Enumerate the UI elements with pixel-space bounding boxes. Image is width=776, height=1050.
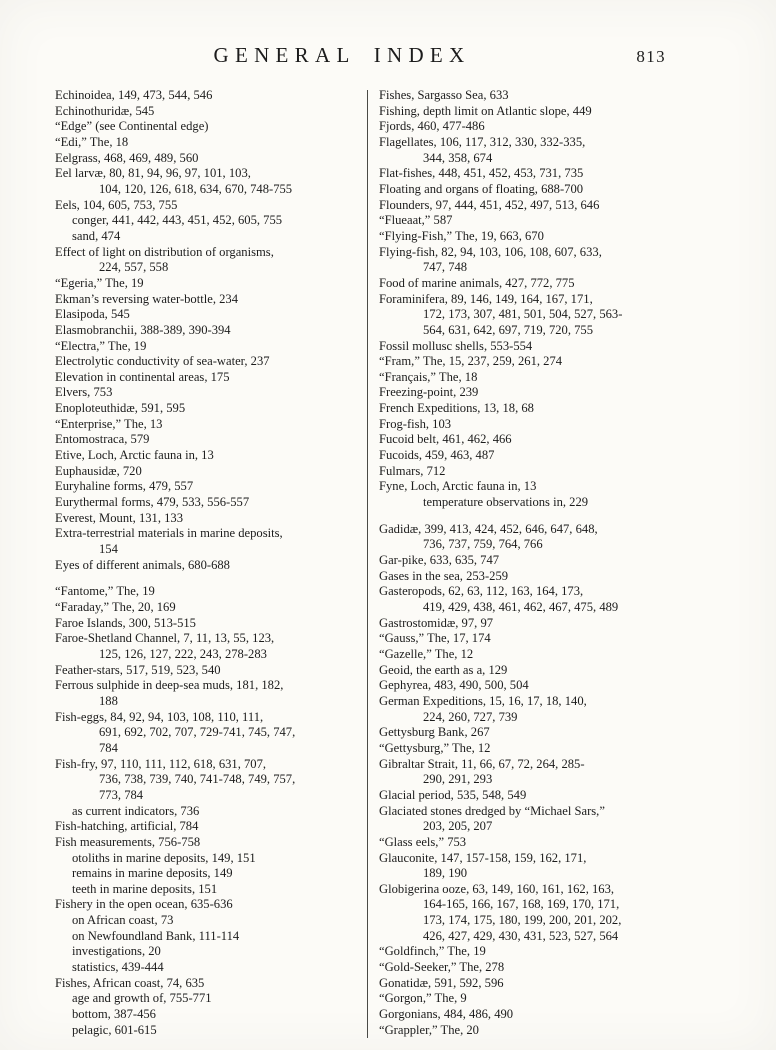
index-entry-line: “Français,” The, 18 bbox=[379, 369, 478, 384]
index-column-left bbox=[55, 88, 367, 1038]
index-entry-line: Gonatidæ, 591, 592, 596 bbox=[379, 975, 504, 990]
index-entry-line: 344, 358, 674 bbox=[423, 150, 493, 165]
index-entry-line: Frog-fish, 103 bbox=[379, 416, 452, 431]
index-entry-line: Gibraltar Strait, 11, 66, 67, 72, 264, 285- bbox=[379, 756, 585, 771]
index-entry-line: Echinothuridæ, 545 bbox=[55, 103, 155, 118]
index-entry-line: Gephyrea, 483, 490, 500, 504 bbox=[379, 678, 529, 693]
index-entry-line: Entomostraca, 579 bbox=[55, 432, 150, 447]
index-entry-line: 154 bbox=[99, 542, 118, 557]
index-entry-line: on African coast, 73 bbox=[72, 913, 174, 928]
index-entry-line: 290, 291, 293 bbox=[423, 772, 493, 787]
page-number: 813 bbox=[636, 47, 666, 66]
index-entry-line: Fucoids, 459, 463, 487 bbox=[379, 448, 495, 463]
index-entry-line: Gadidæ, 399, 413, 424, 452, 646, 647, 648, bbox=[379, 521, 598, 536]
index-entry-line: Euphausidæ, 720 bbox=[55, 463, 142, 478]
index-entry-line: 736, 737, 759, 764, 766 bbox=[423, 537, 543, 552]
index-entry-line: Fossil mollusc shells, 553-554 bbox=[379, 338, 533, 353]
index-entry-line: Gar-pike, 633, 635, 747 bbox=[379, 553, 500, 568]
index-entry-line: Fjords, 460, 477-486 bbox=[379, 119, 485, 134]
index-entry-line: 173, 174, 175, 180, 199, 200, 201, 202, bbox=[423, 913, 622, 928]
index-entry-line: Elevation in continental areas, 175 bbox=[55, 369, 230, 384]
index-entry-line: statistics, 439-444 bbox=[72, 960, 164, 975]
index-entry-line: Fish measurements, 756-758 bbox=[55, 834, 201, 849]
index-entry-line: conger, 441, 442, 443, 451, 452, 605, 755 bbox=[72, 213, 283, 228]
index-entry-line: Floating and organs of floating, 688-700 bbox=[379, 181, 584, 196]
index-entry-line: “Goldfinch,” The, 19 bbox=[379, 944, 486, 959]
index-entry-line: as current indicators, 736 bbox=[72, 803, 200, 818]
index-entry-line: otoliths in marine deposits, 149, 151 bbox=[72, 850, 256, 865]
index-entry-line: “Grappler,” The, 20 bbox=[379, 1022, 479, 1037]
index-entry-line: age and growth of, 755-771 bbox=[72, 991, 212, 1006]
index-entry-line: Euryhaline forms, 479, 557 bbox=[55, 479, 194, 494]
index-entry-line: Gastrostomidæ, 97, 97 bbox=[379, 615, 494, 630]
index-entry-line: Ekman’s reversing water-bottle, 234 bbox=[55, 291, 239, 306]
index-entry-line: Elvers, 753 bbox=[55, 385, 113, 400]
index-entry-line: on Newfoundland Bank, 111-114 bbox=[72, 928, 240, 943]
index-entry-line: Faroe Islands, 300, 513-515 bbox=[55, 615, 196, 630]
index-entry-line: remains in marine deposits, 149 bbox=[72, 866, 233, 881]
index-entry-line: 224, 557, 558 bbox=[99, 260, 169, 275]
index-entry-line: “Edge” (see Continental edge) bbox=[55, 119, 209, 134]
index-entry-line: Flagellates, 106, 117, 312, 330, 332-335, bbox=[379, 134, 586, 149]
index-entry-line: 773, 784 bbox=[99, 787, 144, 802]
index-entry-line: Gasteropods, 62, 63, 112, 163, 164, 173, bbox=[379, 584, 584, 599]
index-entry-line: Elasmobranchii, 388-389, 390-394 bbox=[55, 322, 231, 337]
index-entry-line: investigations, 20 bbox=[72, 944, 161, 959]
index-entry-line: 784 bbox=[99, 740, 118, 755]
index-entry-line: bottom, 387-456 bbox=[72, 1007, 156, 1022]
index-entry-line: Globigerina ooze, 63, 149, 160, 161, 162, 163, bbox=[379, 881, 615, 896]
index-entry-line: 189, 190 bbox=[423, 866, 468, 881]
index-entry-line: Foraminifera, 89, 146, 149, 164, 167, 171, bbox=[379, 291, 593, 306]
index-entry-line: Etive, Loch, Arctic fauna in, 13 bbox=[55, 448, 214, 463]
page-title: GENERAL INDEX bbox=[213, 43, 471, 67]
index-entry-line: “Faraday,” The, 20, 169 bbox=[55, 600, 176, 614]
index-entry-line: Gases in the sea, 253-259 bbox=[379, 568, 509, 583]
index-entry-line: Fish-fry, 97, 110, 111, 112, 618, 631, 707, bbox=[55, 756, 267, 771]
section-gap bbox=[379, 511, 704, 522]
index-entry-line: 564, 631, 642, 697, 719, 720, 755 bbox=[423, 322, 594, 337]
index-entry-line: French Expeditions, 13, 18, 68 bbox=[379, 401, 534, 416]
index-entry-line: “Electra,” The, 19 bbox=[55, 338, 147, 353]
index-entry-line: 125, 126, 127, 222, 243, 278-283 bbox=[99, 646, 267, 661]
index-entry-line: “Gorgon,” The, 9 bbox=[379, 991, 467, 1006]
index-entry-line: Flat-fishes, 448, 451, 452, 453, 731, 735 bbox=[379, 166, 584, 181]
index-entry-line: Fish-hatching, artificial, 784 bbox=[55, 819, 199, 834]
index-entry-line: Glacial period, 535, 548, 549 bbox=[379, 787, 527, 802]
index-entry-line: Geoid, the earth as a, 129 bbox=[379, 662, 508, 677]
index-entry-line: “Gettysburg,” The, 12 bbox=[379, 740, 491, 755]
index-entry-line: 172, 173, 307, 481, 501, 504, 527, 563- bbox=[423, 307, 623, 322]
index-entry-line: 426, 427, 429, 430, 431, 523, 527, 564 bbox=[423, 928, 619, 943]
index-entry-line: Ferrous sulphide in deep-sea muds, 181, 182, bbox=[55, 678, 284, 693]
index-entry-line: “Fantome,” The, 19 bbox=[55, 584, 155, 599]
index-entry-line: Eelgrass, 468, 469, 489, 560 bbox=[55, 150, 199, 165]
index-entry-line: “Flying-Fish,” The, 19, 663, 670 bbox=[379, 228, 544, 243]
index-entry-line: 203, 205, 207 bbox=[423, 819, 493, 834]
index-entry-line: Enoploteuthidæ, 591, 595 bbox=[55, 401, 186, 416]
index-entry-line: Glaciated stones dredged by “Michael Sars,” bbox=[379, 803, 605, 818]
index-entry-line: Eurythermal forms, 479, 533, 556-557 bbox=[55, 495, 250, 510]
index-columns bbox=[0, 88, 776, 1038]
index-entry-line: Flounders, 97, 444, 451, 452, 497, 513, 646 bbox=[379, 197, 600, 212]
index-entry-line: Glauconite, 147, 157-158, 159, 162, 171, bbox=[379, 850, 587, 865]
index-entry-line: sand, 474 bbox=[72, 228, 121, 243]
index-entry-line: 188 bbox=[99, 693, 118, 708]
index-entry-line: Extra-terrestrial materials in marine deposits, bbox=[55, 526, 283, 541]
index-entry-line: Fish-eggs, 84, 92, 94, 103, 108, 110, 111, bbox=[55, 709, 264, 724]
index-entry-line: “Gazelle,” The, 12 bbox=[379, 646, 474, 661]
section-gap bbox=[55, 573, 367, 584]
index-entry-line: 736, 738, 739, 740, 741-748, 749, 757, bbox=[99, 772, 296, 787]
index-entry-line: Eel larvæ, 80, 81, 94, 96, 97, 101, 103, bbox=[55, 166, 251, 181]
index-entry-line: pelagic, 601-615 bbox=[72, 1022, 157, 1037]
index-entry-line: Fishes, African coast, 74, 635 bbox=[55, 975, 205, 990]
index-entry-line: Flying-fish, 82, 94, 103, 106, 108, 607, 633, bbox=[379, 244, 602, 259]
index-entry-line: “Gauss,” The, 17, 174 bbox=[379, 631, 491, 646]
index-entry-line: Eels, 104, 605, 753, 755 bbox=[55, 197, 178, 212]
index-entry-line: Fyne, Loch, Arctic fauna in, 13 bbox=[379, 479, 537, 494]
index-entry-line: 224, 260, 727, 739 bbox=[423, 709, 518, 724]
index-entry-line: Echinoidea, 149, 473, 544, 546 bbox=[55, 88, 213, 102]
index-entry-line: Eyes of different animals, 680-688 bbox=[55, 557, 230, 572]
index-entry-line: 104, 120, 126, 618, 634, 670, 748-755 bbox=[99, 181, 293, 196]
index-entry-line: 419, 429, 438, 461, 462, 467, 475, 489 bbox=[423, 600, 619, 614]
index-entry-line: 164-165, 166, 167, 168, 169, 170, 171, bbox=[423, 897, 620, 912]
index-entry-line: “Egeria,” The, 19 bbox=[55, 275, 144, 290]
index-entry-line: Gettysburg Bank, 267 bbox=[379, 725, 490, 740]
index-entry-line: Fishes, Sargasso Sea, 633 bbox=[379, 88, 509, 102]
index-entry-line: 691, 692, 702, 707, 729-741, 745, 747, bbox=[99, 725, 296, 740]
index-entry-line: Everest, Mount, 131, 133 bbox=[55, 510, 184, 525]
page-header bbox=[0, 0, 776, 70]
index-column-right bbox=[368, 88, 704, 1038]
index-entry-line: “Edi,” The, 18 bbox=[55, 134, 129, 149]
index-entry-line: Fulmars, 712 bbox=[379, 463, 446, 478]
index-entry-line: “Enterprise,” The, 13 bbox=[55, 416, 163, 431]
index-entry-line: Faroe-Shetland Channel, 7, 11, 13, 55, 123, bbox=[55, 631, 275, 646]
index-entry-line: Fucoid belt, 461, 462, 466 bbox=[379, 432, 512, 447]
index-entry-line: Fishing, depth limit on Atlantic slope, 449 bbox=[379, 103, 592, 118]
index-entry-line: Feather-stars, 517, 519, 523, 540 bbox=[55, 662, 221, 677]
index-entry-line: Freezing-point, 239 bbox=[379, 385, 479, 400]
index-entry-line: “Glass eels,” 753 bbox=[379, 834, 467, 849]
index-entry-line: teeth in marine deposits, 151 bbox=[72, 881, 218, 896]
index-entry-line: Elasipoda, 545 bbox=[55, 307, 130, 322]
index-entry-line: Electrolytic conductivity of sea-water, 237 bbox=[55, 354, 270, 369]
index-entry-line: Gorgonians, 484, 486, 490 bbox=[379, 1007, 514, 1022]
index-entry-line: Fishery in the open ocean, 635-636 bbox=[55, 897, 233, 912]
index-entry-line: “Fram,” The, 15, 237, 259, 261, 274 bbox=[379, 354, 563, 369]
index-entry-line: 747, 748 bbox=[423, 260, 468, 275]
index-entry-line: Effect of light on distribution of organisms, bbox=[55, 244, 274, 259]
index-entry-line: German Expeditions, 15, 16, 17, 18, 140, bbox=[379, 693, 587, 708]
index-entry-line: temperature observations in, 229 bbox=[423, 495, 589, 510]
index-entry-line: “Gold-Seeker,” The, 278 bbox=[379, 960, 505, 975]
index-entry-line: Food of marine animals, 427, 772, 775 bbox=[379, 275, 575, 290]
index-entry-line: “Flueaat,” 587 bbox=[379, 213, 453, 228]
